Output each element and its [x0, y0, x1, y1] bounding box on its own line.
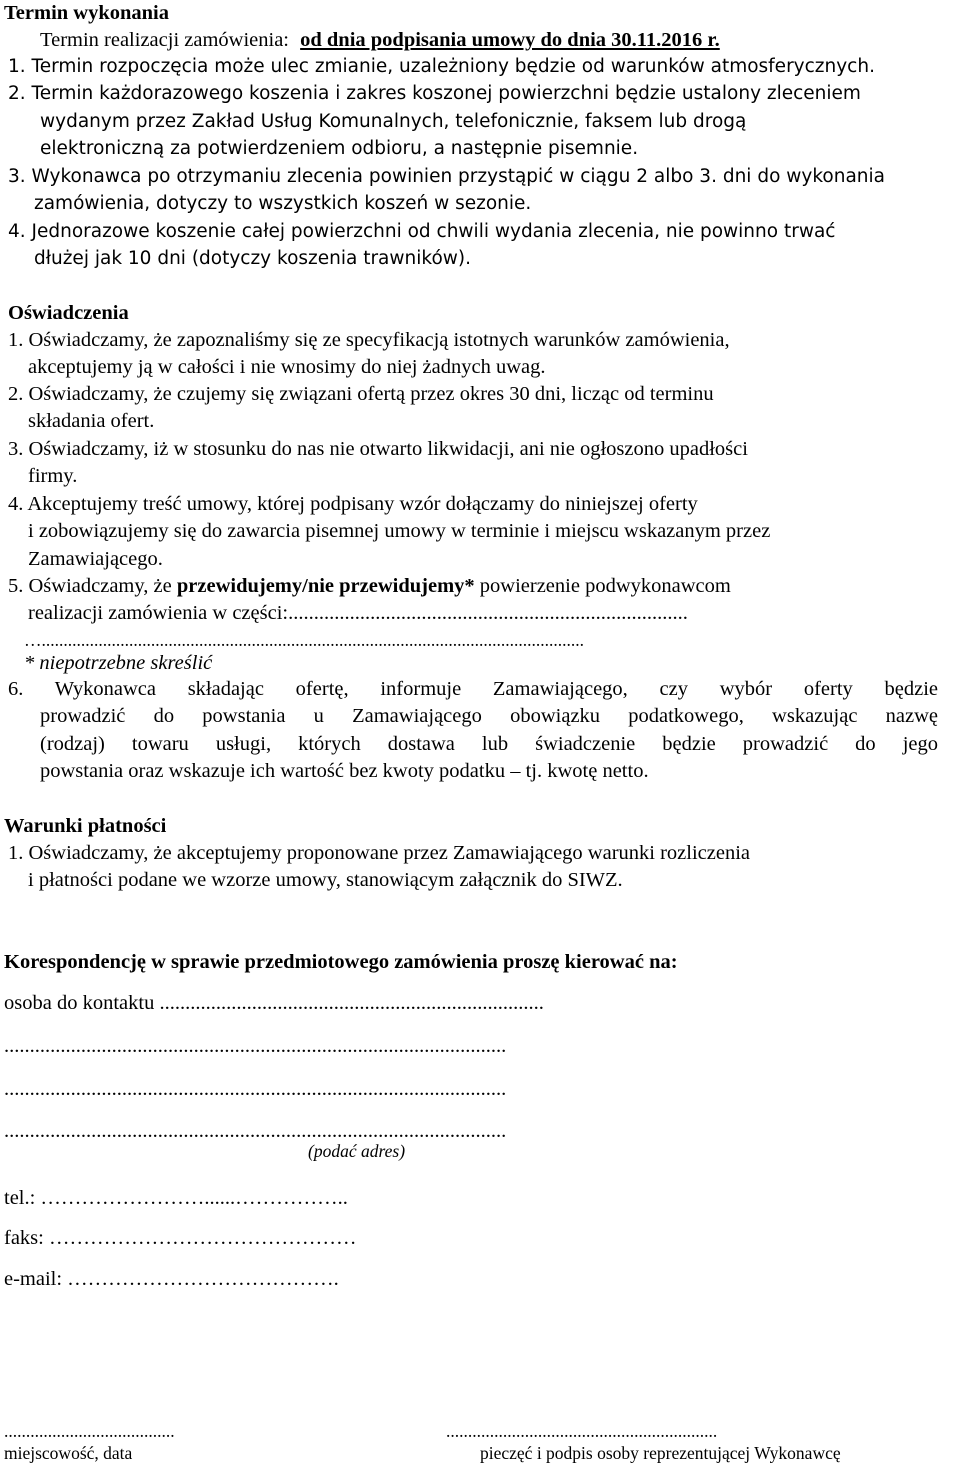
signature-left-dots: ....................................... [4, 1421, 175, 1441]
oswiadczenie-1-line-1: 1. Oświadczamy, że zapoznaliśmy się ze specyfikacją istotnych warunków zamówienia, [8, 329, 730, 351]
section-heading-termin: Termin wykonania [4, 2, 169, 24]
address-dots-line-3: .................................................................................................. [4, 1120, 507, 1142]
termin-point-1: 1. Termin rozpoczęcia może ulec zmianie, uzależniony będzie od warunków atmosferycznych. [8, 56, 875, 77]
email-field: e-mail: …………………………………. [4, 1268, 339, 1290]
termin-point-2-line-3: elektroniczną za potwierdzeniem odbioru, a następnie pisemnie. [40, 138, 639, 159]
oswiadczenie-6-line-4: powstania oraz wskazuje ich wartość bez kwoty podatku – tj. kwotę netto. [40, 760, 649, 782]
oswiadczenie-6-line-3: (rodzaj) towaru usługi, których dostawa lub świadczenie będzie prowadzić do jego [40, 733, 938, 755]
oswiadczenie-5-line-3: …............................................................................................................................ [24, 630, 584, 650]
miejscowosc-data-label: miejscowość, data [4, 1443, 133, 1463]
oswiadczenie-5-prefix: 5. Oświadczamy, że [8, 575, 177, 597]
oswiadczenie-6-line-1: 6. Wykonawca składając ofertę, informuje Zamawiającego, czy wybór oferty będzie [8, 678, 938, 700]
signature-right-dots: .............................................................. [446, 1421, 718, 1441]
oswiadczenie-5-line-2: realizacji zamówienia w części:.............................................................................. [28, 602, 688, 624]
tel-field: tel.: ……………………......…………….. [4, 1187, 348, 1209]
termin-point-4-line-2: dłużej jak 10 dni (dotyczy koszenia trawników). [34, 248, 471, 269]
termin-realizacji-label: Termin realizacji zamówienia: [40, 29, 289, 51]
termin-realizacji-value: od dnia podpisania umowy do dnia 30.11.2016 r. [300, 29, 720, 51]
oswiadczenie-4-line-2: i zobowiązujemy się do zawarcia pisemnej umowy w terminie i miejscu wskazanym przez [28, 520, 771, 542]
platnosci-1-line-2: i płatności podane we wzorze umowy, stanowiącym załącznik do SIWZ. [28, 869, 623, 891]
section-heading-oswiadczenia: Oświadczenia [8, 302, 129, 324]
oswiadczenie-2-line-2: składania ofert. [28, 410, 155, 432]
termin-point-2-line-2: wydanym przez Zakład Usług Komunalnych, telefonicznie, faksem lub drogą [40, 111, 747, 132]
section-heading-korespondencja: Korespondencję w sprawie przedmiotowego zamówienia proszę kierować na: [4, 951, 678, 973]
oswiadczenie-3-line-2: firmy. [28, 465, 78, 487]
footnote-niepotrzebne: * niepotrzebne skreślić [24, 652, 213, 674]
termin-realizacji-line [40, 27, 720, 53]
platnosci-1-line-1: 1. Oświadczamy, że akceptujemy proponowane przez Zamawiającego warunki rozliczenia [8, 842, 751, 864]
termin-point-3-line-1: 3. Wykonawca po otrzymaniu zlecenia powinien przystąpić w ciągu 2 albo 3. dni do wykonania [8, 166, 885, 187]
osoba-do-kontaktu-field: osoba do kontaktu ........................................................................... [4, 992, 544, 1014]
termin-point-4-line-1: 4. Jednorazowe koszenie całej powierzchni od chwili wydania zlecenia, nie powinno trwać [8, 221, 836, 242]
oswiadczenie-6-line-2: prowadzić do powstania u Zamawiającego obowiązku podatkowego, wskazując nazwę [40, 705, 938, 727]
section-heading-platnosci: Warunki płatności [4, 815, 167, 837]
pieczec-podpis-label: pieczęć i podpis osoby reprezentującej Wykonawcę [480, 1443, 841, 1463]
oswiadczenie-3-line-1: 3. Oświadczamy, iż w stosunku do nas nie otwarto likwidacji, ani nie ogłoszono upadłości [8, 438, 748, 460]
oswiadczenie-5-suffix: powierzenie podwykonawcom [474, 575, 731, 597]
oswiadczenie-1-line-2: akceptujemy ją w całości i nie wnosimy do niej żadnych uwag. [28, 356, 546, 378]
adres-note: (podać adres) [308, 1141, 406, 1161]
termin-point-2-line-1: 2. Termin każdorazowego koszenia i zakres koszonej powierzchni będzie ustalony zleceniem [8, 83, 861, 104]
address-dots-line-1: .................................................................................................. [4, 1035, 507, 1057]
oswiadczenie-4-line-1: 4. Akceptujemy treść umowy, której podpisany wzór dołączamy do niniejszej oferty [8, 493, 698, 515]
termin-point-3-line-2: zamówienia, dotyczy to wszystkich koszeń w sezonie. [34, 193, 532, 214]
oswiadczenie-5-line-1 [8, 573, 731, 599]
oswiadczenie-2-line-1: 2. Oświadczamy, że czujemy się związani ofertą przez okres 30 dni, licząc od terminu [8, 383, 714, 405]
oswiadczenie-4-line-3: Zamawiającego. [28, 548, 163, 570]
faks-field: faks: ……………………………………… [4, 1227, 357, 1249]
oswiadczenie-5-choice: przewidujemy/nie przewidujemy* [176, 575, 475, 597]
address-dots-line-2: .................................................................................................. [4, 1078, 507, 1100]
